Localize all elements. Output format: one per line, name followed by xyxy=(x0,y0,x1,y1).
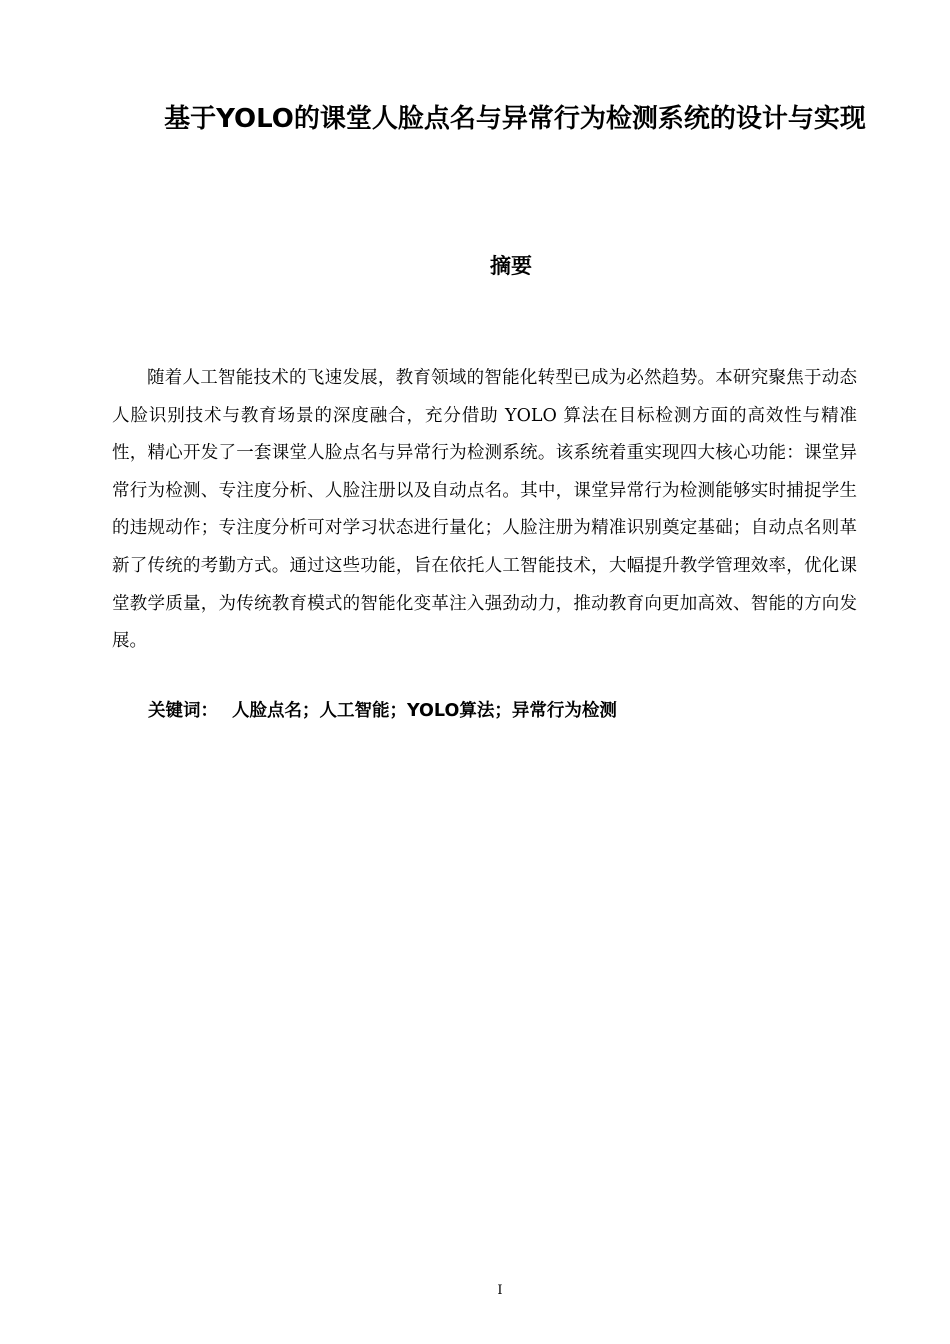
keywords-line xyxy=(148,696,848,726)
document-title: 基于YOLO的课堂人脸点名与异常行为检测系统的设计与实现 xyxy=(164,104,866,134)
keywords-label: 关键词： xyxy=(148,701,218,721)
abstract-body: 随着人工智能技术的飞速发展，教育领域的智能化转型已成为必然趋势。本研究聚焦于动态人脸识别技术与教育场景的深度融合，充分借助 YOLO 算法在目标检测方面的高效性与精准性，精心开发了一套课堂人脸点名与异常行为检测系统。该系统着重实现四大核心功能：课堂异常行为检测、专注度分析、人脸注册以及自动点名。其中，课堂异常行为检测能够实时捕捉学生的违规动作；专注度分析可对学习状态进行量化；人脸注册为精准识别奠定基础；自动点名则革新了传统的考勤方式。通过这些功能，旨在依托人工智能技术，大幅提升教学管理效率，优化课堂教学质量，为传统教育模式的智能化变革注入强劲动力，推动教育向更加高效、智能的方向发展。 xyxy=(112,368,857,652)
keywords-text: 人脸点名；人工智能；YOLO算法；异常行为检测 xyxy=(232,701,617,721)
abstract-heading: 摘要 xyxy=(490,254,532,278)
page-number: I xyxy=(497,1283,503,1298)
